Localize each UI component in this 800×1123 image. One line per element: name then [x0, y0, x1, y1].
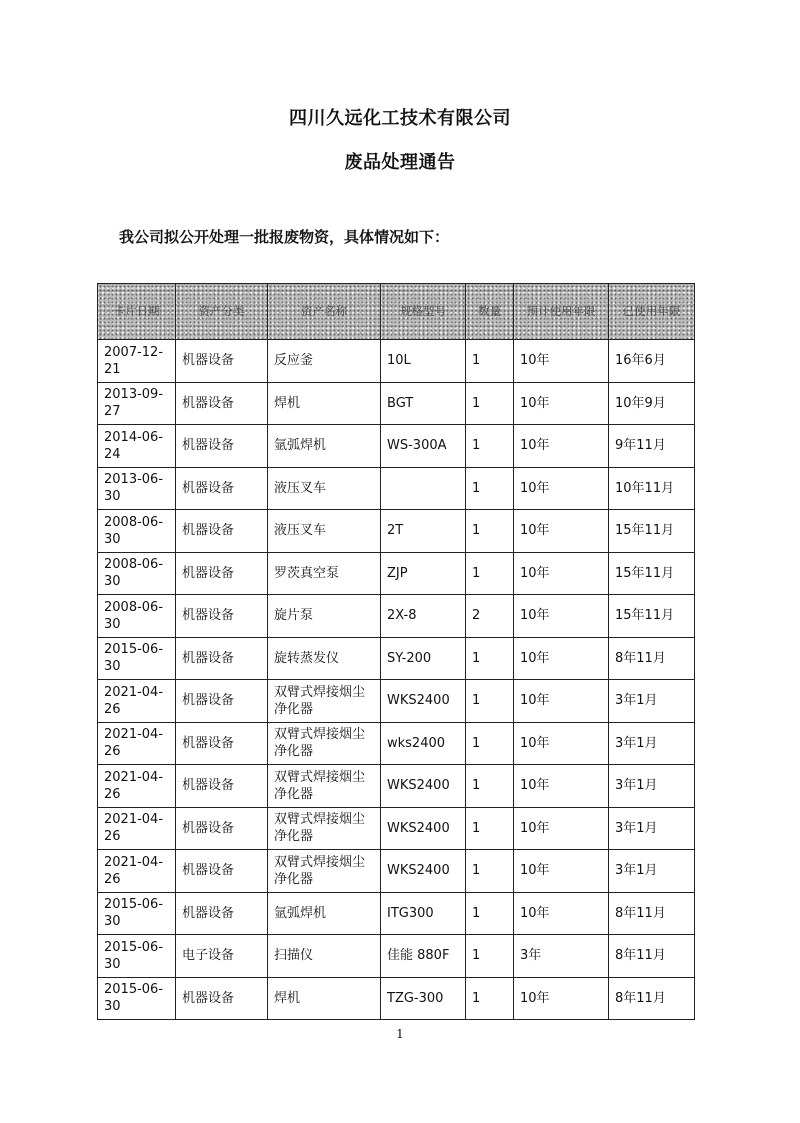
- table-row: [98, 935, 695, 978]
- header-used-life: 已使用年限: [609, 284, 695, 340]
- expected-life-cell: 10年: [514, 595, 609, 638]
- table-row: [98, 467, 695, 510]
- card-date-cell: 2008-06-30: [98, 595, 176, 638]
- card-date-cell: 2013-06-30: [98, 467, 176, 510]
- asset-name-cell: 焊机: [268, 382, 381, 425]
- quantity-cell: 1: [466, 722, 514, 765]
- company-name: 四川久远化工技术有限公司: [289, 108, 511, 129]
- expected-life-cell: 10年: [514, 340, 609, 383]
- expected-life-cell: 10年: [514, 850, 609, 893]
- spec-model-cell: WKS2400: [381, 680, 466, 723]
- asset-category-cell: 机器设备: [176, 765, 268, 808]
- asset-category-cell: 机器设备: [176, 467, 268, 510]
- expected-life-cell: 10年: [514, 467, 609, 510]
- table-row: [98, 637, 695, 680]
- quantity-cell: 1: [466, 510, 514, 553]
- disposal-table: [97, 283, 695, 1020]
- used-life-cell: 3年1月: [609, 850, 695, 893]
- asset-name-cell: 双臂式焊接烟尘净化器: [268, 680, 381, 723]
- used-life-cell: 3年1月: [609, 722, 695, 765]
- quantity-cell: 1: [466, 637, 514, 680]
- used-life-cell: 15年11月: [609, 595, 695, 638]
- used-life-cell: 15年11月: [609, 552, 695, 595]
- expected-life-cell: 10年: [514, 807, 609, 850]
- asset-category-cell: 机器设备: [176, 637, 268, 680]
- table-row: [98, 765, 695, 808]
- header-row: [98, 284, 695, 340]
- spec-model-cell: ZJP: [381, 552, 466, 595]
- spec-model-cell: ITG300: [381, 892, 466, 935]
- table-row: [98, 680, 695, 723]
- asset-category-cell: 机器设备: [176, 510, 268, 553]
- asset-name-cell: 液压叉车: [268, 510, 381, 553]
- quantity-cell: 1: [466, 807, 514, 850]
- spec-model-cell: SY-200: [381, 637, 466, 680]
- asset-name-cell: 旋片泵: [268, 595, 381, 638]
- asset-category-cell: 机器设备: [176, 892, 268, 935]
- expected-life-cell: 10年: [514, 765, 609, 808]
- asset-name-cell: 双臂式焊接烟尘净化器: [268, 850, 381, 893]
- header-asset-name: 资产名称: [268, 284, 381, 340]
- card-date-cell: 2008-06-30: [98, 510, 176, 553]
- card-date-cell: 2015-06-30: [98, 977, 176, 1020]
- asset-name-cell: 罗茨真空泵: [268, 552, 381, 595]
- intro-text: 我公司拟公开处理一批报废物资，具体情况如下：: [119, 228, 450, 246]
- quantity-cell: 1: [466, 552, 514, 595]
- card-date-cell: 2008-06-30: [98, 552, 176, 595]
- quantity-cell: 1: [466, 892, 514, 935]
- table-row: [98, 595, 695, 638]
- spec-model-cell: WS-300A: [381, 425, 466, 468]
- used-life-cell: 10年9月: [609, 382, 695, 425]
- quantity-cell: 1: [466, 425, 514, 468]
- asset-name-cell: 液压叉车: [268, 467, 381, 510]
- table-row: [98, 807, 695, 850]
- asset-name-cell: 双臂式焊接烟尘净化器: [268, 765, 381, 808]
- quantity-cell: 1: [466, 977, 514, 1020]
- header-expected-life: 预计使用年限: [514, 284, 609, 340]
- spec-model-cell: WKS2400: [381, 807, 466, 850]
- card-date-cell: 2015-06-30: [98, 935, 176, 978]
- asset-category-cell: 机器设备: [176, 425, 268, 468]
- asset-name-cell: 氩弧焊机: [268, 892, 381, 935]
- asset-name-cell: 氩弧焊机: [268, 425, 381, 468]
- asset-category-cell: 机器设备: [176, 552, 268, 595]
- used-life-cell: 8年11月: [609, 637, 695, 680]
- table-row: [98, 510, 695, 553]
- card-date-cell: 2007-12-21: [98, 340, 176, 383]
- spec-model-cell: TZG-300: [381, 977, 466, 1020]
- header-asset-category: 资产分类: [176, 284, 268, 340]
- table-row: [98, 382, 695, 425]
- card-date-cell: 2015-06-30: [98, 892, 176, 935]
- spec-model-cell: 10L: [381, 340, 466, 383]
- header-quantity: 数量: [466, 284, 514, 340]
- quantity-cell: 1: [466, 340, 514, 383]
- table-row: [98, 340, 695, 383]
- used-life-cell: 10年11月: [609, 467, 695, 510]
- asset-category-cell: 机器设备: [176, 382, 268, 425]
- spec-model-cell: 2T: [381, 510, 466, 553]
- table-row: [98, 977, 695, 1020]
- table-header: [98, 284, 695, 340]
- asset-category-cell: 机器设备: [176, 807, 268, 850]
- quantity-cell: 1: [466, 680, 514, 723]
- used-life-cell: 9年11月: [609, 425, 695, 468]
- expected-life-cell: 3年: [514, 935, 609, 978]
- header-spec-model: 规格型号: [381, 284, 466, 340]
- expected-life-cell: 10年: [514, 680, 609, 723]
- used-life-cell: 8年11月: [609, 977, 695, 1020]
- asset-name-cell: 旋转蒸发仪: [268, 637, 381, 680]
- asset-category-cell: 机器设备: [176, 340, 268, 383]
- asset-category-cell: 机器设备: [176, 680, 268, 723]
- table-row: [98, 552, 695, 595]
- expected-life-cell: 10年: [514, 892, 609, 935]
- asset-name-cell: 双臂式焊接烟尘净化器: [268, 807, 381, 850]
- asset-category-cell: 机器设备: [176, 722, 268, 765]
- notice-title: 废品处理通告: [344, 152, 456, 173]
- quantity-cell: 1: [466, 382, 514, 425]
- expected-life-cell: 10年: [514, 722, 609, 765]
- table-row: [98, 425, 695, 468]
- expected-life-cell: 10年: [514, 977, 609, 1020]
- expected-life-cell: 10年: [514, 637, 609, 680]
- spec-model-cell: BGT: [381, 382, 466, 425]
- card-date-cell: 2021-04-26: [98, 722, 176, 765]
- asset-name-cell: 反应釜: [268, 340, 381, 383]
- asset-name-cell: 双臂式焊接烟尘净化器: [268, 722, 381, 765]
- quantity-cell: 1: [466, 765, 514, 808]
- card-date-cell: 2013-09-27: [98, 382, 176, 425]
- spec-model-cell: 佳能 880F: [381, 935, 466, 978]
- asset-category-cell: 机器设备: [176, 850, 268, 893]
- card-date-cell: 2015-06-30: [98, 637, 176, 680]
- quantity-cell: 1: [466, 850, 514, 893]
- asset-category-cell: 机器设备: [176, 595, 268, 638]
- table-row: [98, 850, 695, 893]
- used-life-cell: 16年6月: [609, 340, 695, 383]
- card-date-cell: 2014-06-24: [98, 425, 176, 468]
- spec-model-cell: WKS2400: [381, 850, 466, 893]
- page-number: 1: [396, 1027, 404, 1041]
- used-life-cell: 3年1月: [609, 807, 695, 850]
- used-life-cell: 15年11月: [609, 510, 695, 553]
- asset-name-cell: 扫描仪: [268, 935, 381, 978]
- asset-category-cell: 电子设备: [176, 935, 268, 978]
- spec-model-cell: wks2400: [381, 722, 466, 765]
- used-life-cell: 8年11月: [609, 892, 695, 935]
- expected-life-cell: 10年: [514, 510, 609, 553]
- quantity-cell: 2: [466, 595, 514, 638]
- asset-category-cell: 机器设备: [176, 977, 268, 1020]
- used-life-cell: 8年11月: [609, 935, 695, 978]
- card-date-cell: 2021-04-26: [98, 850, 176, 893]
- expected-life-cell: 10年: [514, 425, 609, 468]
- spec-model-cell: 2X-8: [381, 595, 466, 638]
- quantity-cell: 1: [466, 467, 514, 510]
- asset-name-cell: 焊机: [268, 977, 381, 1020]
- header-card-date: 卡片日期: [98, 284, 176, 340]
- used-life-cell: 3年1月: [609, 765, 695, 808]
- card-date-cell: 2021-04-26: [98, 680, 176, 723]
- card-date-cell: 2021-04-26: [98, 765, 176, 808]
- table-body: [98, 340, 695, 1020]
- table-row: [98, 722, 695, 765]
- expected-life-cell: 10年: [514, 552, 609, 595]
- quantity-cell: 1: [466, 935, 514, 978]
- card-date-cell: 2021-04-26: [98, 807, 176, 850]
- spec-model-cell: WKS2400: [381, 765, 466, 808]
- table-row: [98, 892, 695, 935]
- spec-model-cell: [381, 467, 466, 510]
- used-life-cell: 3年1月: [609, 680, 695, 723]
- expected-life-cell: 10年: [514, 382, 609, 425]
